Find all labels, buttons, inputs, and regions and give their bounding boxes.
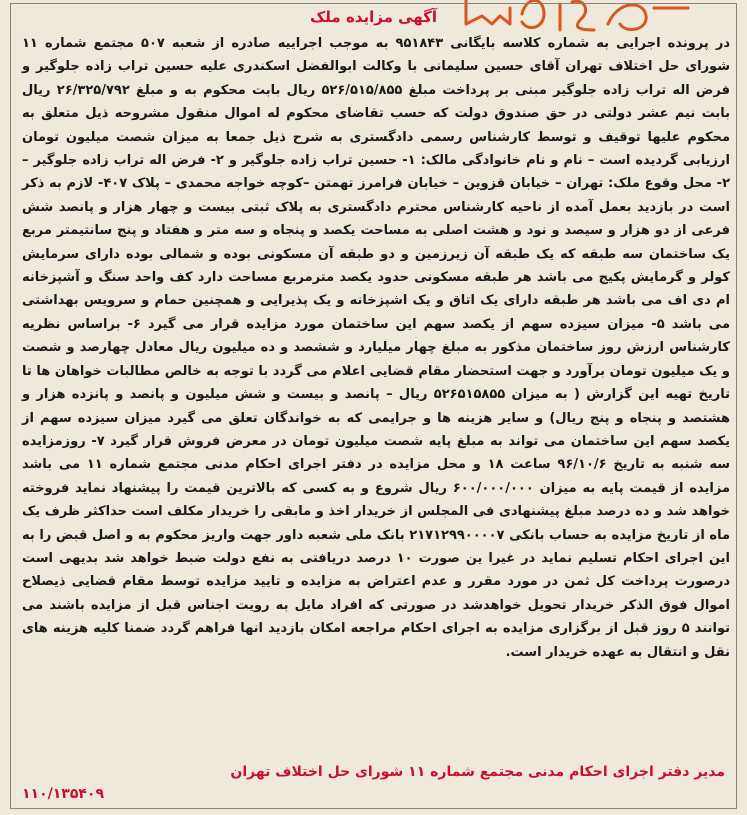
ad-body: در پرونده اجرایی به شماره کلاسه بایگانی ۹۵۱۸۴۳ به موجب اجراییه صادره از شعبه ۵۰۷ مجتمع شماره ۱۱ شورای حل اختلاف تهران آقای حسین سلیمانی با وکالت ابوالفضل اسکندری علیه حسین تراب زاده جلوگیر و فرض اله تراب زاده جلوگیر مبنی بر پرداخت مبلغ ۵۲۶/۵۱۵/۸۵۵ ریال بابت محکوم به و مبلغ ۲۶/۳۲۵/۷۹۲ ریال بابت نیم عشر دولتی در حق صندوق دولت که حسب تقاضای محکوم له اموال منقول مشروحه ذیل متعلق به محکوم علیها توقیف و توسط کارشناس رسمی دادگستری به شرح ذیل جمعا به میزان شصت میلیون تومان ارزیابی گردیده است – نام و نام خانوادگی مالک: ۱- حسین تراب زاده جلوگیر و ۲- فرض اله تراب زاده جلوگیر – ۲- محل وقوع ملک: تهران – خیابان قزوین – خیابان فرامرز تهمتن –کوچه خواجه محمدی – پلاک ۴۰۷- لازم به ذکر است در بازدید بعمل آمده از ناحیه کارشناس محترم دادگستری به پلاک ثبتی بیست و چهار هزار و پانصد شش فرعی از دو هزار و سیصد و نود و هشت اصلی به مساحت یکصد و پنجاه و سه متر و هفتاد و پنج سانتیمتر مربع یک ساختمان سه طبقه که یک طبقه آن زیرزمین و دو طبقه آن مسکونی بوده و شمالی بوده دارای سرمایش کولر و گرمایش پکیج می باشد هر طبقه مسکونی حدود یکصد مترمربع مساحت دارد کف واحد سنگ و آشپزخانه ام دی اف می باشد هر طبقه دارای یک اتاق و یک اشپزخانه و یک پذیرایی و همچنین حمام و سرویس بهداشتی می باشد ۵- میزان سیزده سهم از یکصد سهم این ساختمان مورد مزایده قرار می گیرد ۶- براساس نظریه کارشناس ارزش روز ساختمان مذکور به مبلغ چهار میلیارد و ششصد و ده میلیون ریال معادل چهارصد و شصت و یک میلیون تومان برآورد و جهت استحضار مقام قضایی اعلام می گردد با توجه به خالص مطالبات خواهان ها تا تاریخ تهیه این گزارش ( به میزان ۵۲۶۵۱۵۸۵۵ ریال – پانصد و بیست و شش میلیون و پانصد و پانزده هزار و هشتصد و پنجاه و پنج ریال) و سایر هزینه ها و جرایمی که به خواندگان تعلق می گیرد میزان سیزده سهم از یکصد سهم این ساختمان می تواند به مبلغ پایه شصت میلیون تومان در معرض فروش قرار گیرد ۷- روزمزایده سه شنبه به تاریخ ۹۶/۱۰/۶ ساعت ۱۸ و محل مزایده در دفتر اجرای احکام مدنی مجتمع شماره ۱۱ می باشد مزایده از قیمت پایه به میزان ۶۰۰/۰۰۰/۰۰۰ ریال شروع و به کسی که بالاترین قیمت را پیشنهاد نماید فروخته خواهد شد و ده درصد مبلغ پیشنهادی فی المجلس از خریدار اخذ و مابقی را خریدار مکلف است حداکثر ظرف یک ماه از تاریخ مزایده به حساب بانکی ۲۱۷۱۲۹۹۰۰۰۰۷ بانک ملی شعبه داور جهت واریز محکوم به و اصل قبض را به این اجرای احکام تسلیم نماید در غیرا ین صورت ۱۰ درصد دریافتی به نفع دولت ضبط خواهد شد بدیهی است درصورت پرداخت کل ثمن در مورد مقرر و عدم اعتراض به مزایده و تایید مزایده توسط مقام قضایی ذیصلاح اموال فوق الذکر خریدار تحویل خواهدشد در صورتی که افراد مایل به رویت اجناس قبل از مزایده باشند می توانند ۵ روز قبل از برگزاری مزایده به اجرای احکام مراجعه امکان بازدید انها فراهم گردد ضمنا کلیه هزینه های نقل و انتقال به عهده خریدار است. [22, 36, 731, 660]
signature-line: مدیر دفتر اجرای احکام مدنی مجتمع شماره ۱۱ شورای حل اختلاف تهران [230, 764, 725, 780]
ad-title: آگهی مزایده ملک [309, 8, 438, 26]
ad-code: ۱۱۰/۱۳۵۴۰۹ [22, 786, 105, 802]
